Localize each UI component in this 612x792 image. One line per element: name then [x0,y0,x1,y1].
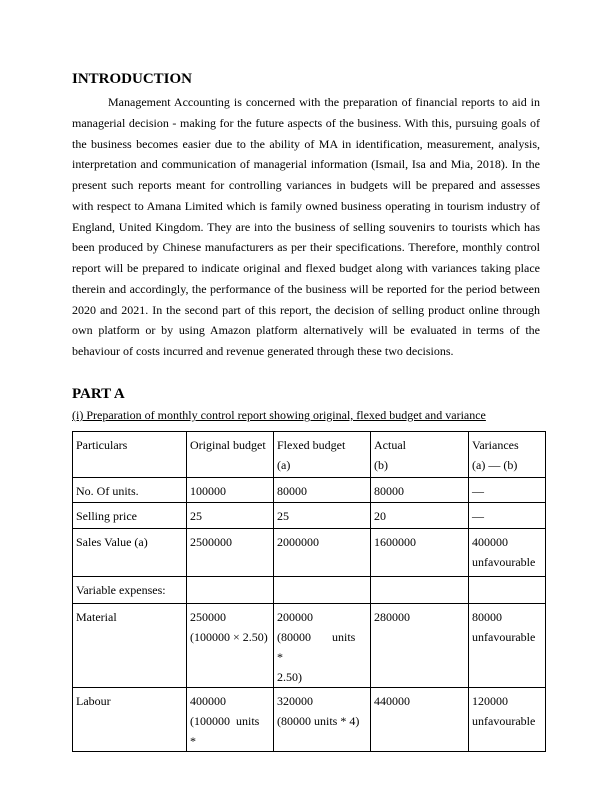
introduction-paragraph: Management Accounting is concerned with the preparation of financial reports to aid in managerial decision - making for the future aspects of the business. With this, pursuing goals of the business becomes easier due to the ability of MA in identification, measurement, analysis, interpretation and communication of managerial information (Ismail, Isa and Mia, 2018). In the present such reports meant for controlling variances in budgets will be prepared and assesses with respect to Amana Limited which is family owned business operating in tourism industry of England, United Kingdom. They are into the business of selling souvenirs to tourists which has been produced by Chinese manufacturers as per their specifications. Therefore, monthly control report will be prepared to indicate original and flexed budget along with variances taking place therein and accordingly, the performance of the business will be reported for the period between 2020 and 2021. In the second part of this report, the decision of selling product online through own platform or by using Amazon platform alternatively will be evaluated in terms of the behaviour of costs incurred and revenue generated through these two decisions. [72,95,540,358]
table-row [73,478,546,503]
table-cell [274,604,371,688]
cell-text: 440000 [374,694,410,708]
control-report-table [72,431,546,752]
cell-text: Flexed budget [277,438,346,452]
table-cell [371,604,469,688]
table-row [73,604,546,688]
table-cell [187,604,274,688]
table-cell [73,478,187,503]
cell-text: (80000 units * [277,630,356,664]
table-header-cell [187,432,274,478]
table-cell [274,577,371,604]
table-cell [371,503,469,529]
cell-text: 25 [190,509,202,523]
table-row [73,688,546,752]
cell-text: 200000 [277,610,313,624]
cell-text: No. Of units. [76,484,139,498]
cell-text: Variable expenses: [76,583,166,597]
cell-text: 20 [374,509,386,523]
table-cell [274,688,371,752]
table-cell [469,604,546,688]
cell-text: Selling price [76,509,137,523]
cell-text: 120000 [472,694,508,708]
cell-text: Variances [472,438,519,452]
cell-text: (80000 units * 4) [277,714,360,728]
cell-text: 250000 [190,610,226,624]
cell-text: 320000 [277,694,313,708]
table-cell [73,688,187,752]
table-row [73,529,546,577]
table-cell [371,688,469,752]
table-header-cell [274,432,371,478]
table-cell [469,529,546,577]
cell-text: unfavourable [472,555,536,569]
cell-text: Original budget [190,438,266,452]
cell-text: Material [76,610,117,624]
cell-text: 100000 [190,484,226,498]
cell-text: — [472,484,484,498]
table-row [73,577,546,604]
cell-text: 80000 [277,484,307,498]
table-header-cell [73,432,187,478]
cell-text: — [472,509,484,523]
table-cell [274,503,371,529]
cell-text: Actual [374,438,406,452]
cell-text: (a) [277,458,291,472]
table-cell [73,604,187,688]
table-cell [73,529,187,577]
cell-text: 2.50) [277,670,302,684]
cell-text: 2500000 [190,535,232,549]
table-header-cell [371,432,469,478]
cell-text: (b) [374,458,388,472]
table-cell [187,577,274,604]
table-cell [187,688,274,752]
table-header-row [73,432,546,478]
cell-text: 80000 [374,484,404,498]
cell-text: Particulars [76,438,128,452]
table-cell [469,503,546,529]
table-cell [469,688,546,752]
table-cell [73,577,187,604]
part-a-heading: PART A [72,386,125,402]
table-cell [469,478,546,503]
table-cell [187,529,274,577]
table-row [73,503,546,529]
table-header-cell [469,432,546,478]
table-cell [371,478,469,503]
part-a-subheading: (i) Preparation of monthly control report showing original, flexed budget and variance [72,408,486,422]
cell-text: Sales Value (a) [76,535,148,549]
cell-text: 2000000 [277,535,319,549]
cell-text: 400000 [190,694,226,708]
cell-text: Labour [76,694,111,708]
cell-text: (100000 × 2.50) [190,630,268,644]
cell-text: unfavourable [472,630,536,644]
cell-text: 25 [277,509,289,523]
table-cell [371,577,469,604]
cell-text: unfavourable [472,714,536,728]
table-cell [274,529,371,577]
cell-text: 400000 [472,535,508,549]
table-cell [469,577,546,604]
cell-text: 80000 [472,610,502,624]
table-cell [187,478,274,503]
cell-text: 1600000 [374,535,416,549]
cell-text: (a) — (b) [472,458,518,472]
cell-text: (100000 units * [190,714,260,748]
table-cell [73,503,187,529]
introduction-heading: INTRODUCTION [72,71,193,87]
table-cell [371,529,469,577]
table-cell [274,478,371,503]
table-cell [187,503,274,529]
cell-text: 280000 [374,610,410,624]
